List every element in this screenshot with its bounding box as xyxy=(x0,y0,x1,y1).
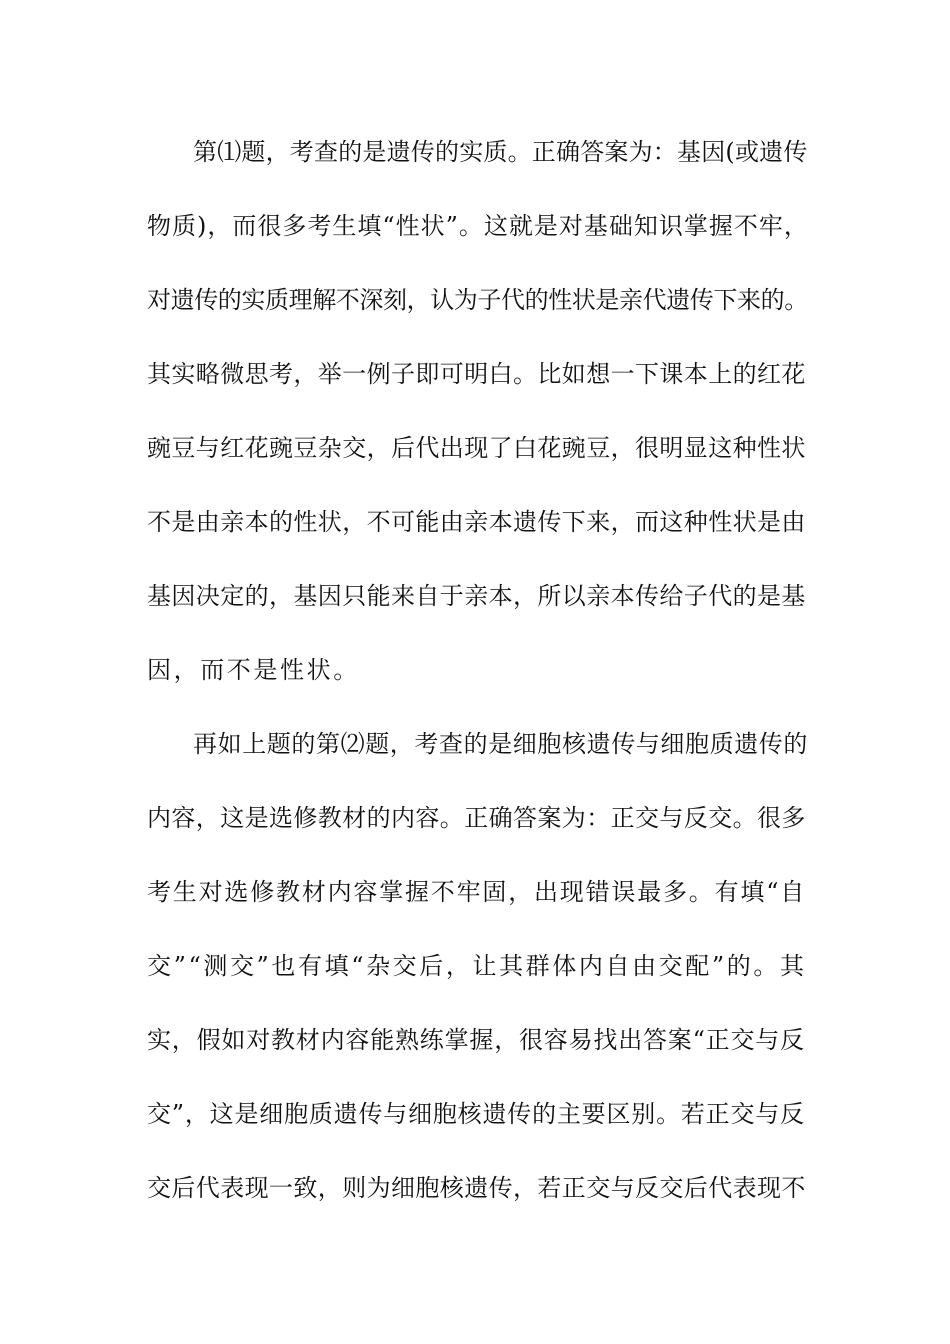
text-line: 内容，这是选修教材的内容。正确答案为：正交与反交。很多 xyxy=(147,804,806,832)
text-line: 交”“测交”也有填“杂交后，让其群体内自由交配”的。其 xyxy=(147,952,807,980)
text-line: 因，而不是性状。 xyxy=(147,656,360,684)
text-line: 基因决定的，基因只能来自于亲本，所以亲本传给子代的是基 xyxy=(147,582,806,610)
text-line: 实，假如对教材内容能熟练掌握，很容易找出答案“正交与反 xyxy=(147,1026,805,1054)
text-line: 对遗传的实质理解不深刻，认为子代的性状是亲代遗传下来的。 xyxy=(147,286,808,314)
text-line: 物质)，而很多考生填“性状”。这就是对基础知识掌握不牢， xyxy=(147,212,809,240)
text-line: 考生对选修教材内容掌握不牢固，出现错误最多。有填“自 xyxy=(147,878,807,906)
text-line: 再如上题的第⑵题，考查的是细胞核遗传与细胞质遗传的 xyxy=(193,730,808,758)
text-line: 其实略微思考，举一例子即可明白。比如想一下课本上的红花 xyxy=(147,360,806,388)
text-line: 不是由亲本的性状，不可能由亲本遗传下来，而这种性状是由 xyxy=(147,508,806,536)
text-line: 第⑴题，考查的是遗传的实质。正确答案为：基因(或遗传 xyxy=(193,138,808,166)
text-line: 豌豆与红花豌豆杂交，后代出现了白花豌豆，很明显这种性状 xyxy=(147,434,806,462)
text-line: 交”，这是细胞质遗传与细胞核遗传的主要区别。若正交与反 xyxy=(147,1100,805,1128)
text-line: 交后代表现一致，则为细胞核遗传，若正交与反交后代表现不 xyxy=(147,1174,806,1202)
